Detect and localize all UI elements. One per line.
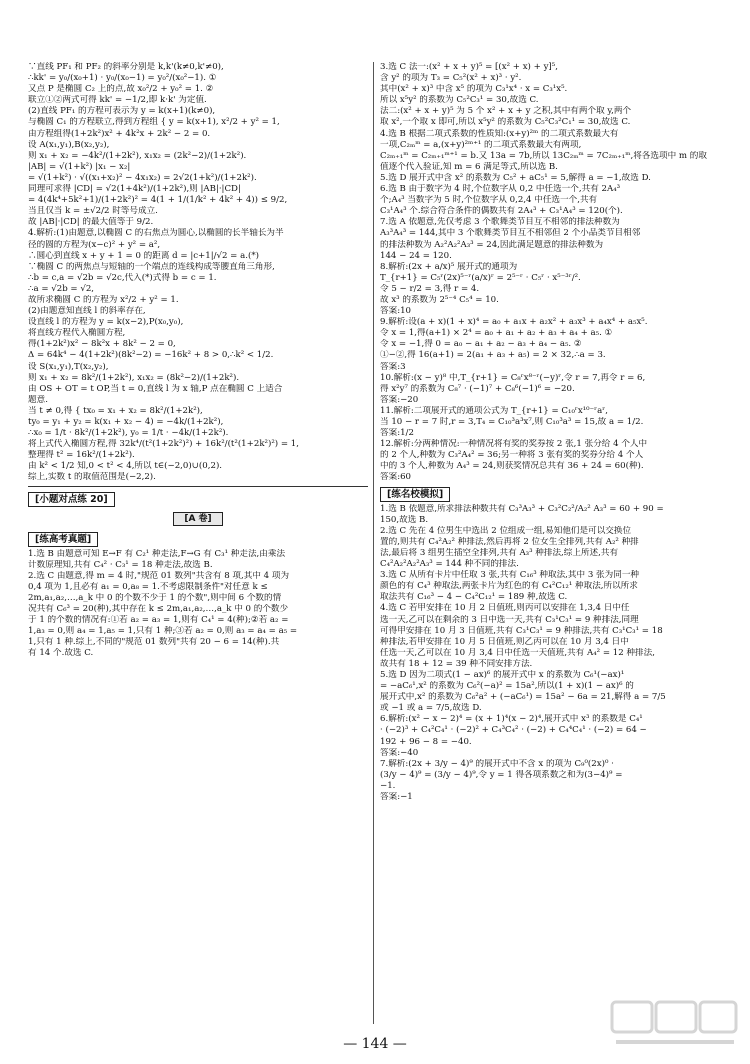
solution-line: 2.选 C 先在 4 位男生中选出 2 位组成一组,易知他们是可以交换位 <box>380 525 632 536</box>
solution-line: 任选一天,乙可以在 10 月 3,4 日中任选一天值班,共有 A₄² = 12 种排法, <box>380 647 655 658</box>
solution-line: 颜色的有 C₄³ 种取法,两张卡片为红色的有 C₄²C₁₂¹ 种取法,所以所求 <box>380 581 638 592</box>
solution-line: 答案:−20 <box>380 394 419 405</box>
solution-line: 0,4 项为 1,且必有 a₁ = 0,a₈ = 1.不考虑限制条件"对任意 k ≤ <box>28 581 268 592</box>
solution-line: 9.解析:设(a + x)(1 + x)⁴ = a₀ + a₁x + a₂x² + a₃x³ + a₄x⁴ + a₅x⁵. <box>380 317 648 328</box>
solution-line: |AB| = √(1+k²) |x₁ − x₂| <box>28 161 131 172</box>
solution-line: 得 x²y⁷ 的系数为 C₈⁷ · (−1)⁷ + C₈⁶(−1)⁶ = −20. <box>380 383 575 394</box>
solution-line: 将直线方程代入椭圆方程, <box>28 328 126 339</box>
solution-line: 10.解析:(x − y)⁸ 中,T_{r+1} = C₈ʳx⁸⁻ʳ(−y)ʳ,令 r = 7,再令 r = 6, <box>380 372 646 383</box>
solution-line: ∵直线 PF₁ 和 PF₂ 的斜率分别是 k,k'(k≠0,k'≠0), <box>28 62 224 72</box>
solution-line: 2.选 C 由题意,得 m = 4 时,"规范 01 数列"共含有 8 项,其中 4 项为 <box>28 570 290 581</box>
section-gaokao-title: [练高考真题] <box>28 532 98 547</box>
solution-line: ∴a = √2b = √2, <box>28 283 95 294</box>
solution-line: 1.选 B 由题意可知 E→F 有 C₂¹ 种走法,F→G 有 C₃¹ 种走法,由乘法 <box>28 548 286 559</box>
right-solution-lines <box>380 62 726 484</box>
solution-line: (2)由题意知直线 l 的斜率存在, <box>28 306 146 317</box>
solution-line: 令 x = 1,得(a+1) × 2⁴ = a₀ + a₁ + a₂ + a₃ + a₄ + a₅. ① <box>380 328 613 339</box>
solution-line: 4.选 C 若甲安排在 10 月 2 日值班,则丙可以安排在 1,3,4 日中任 <box>380 603 630 614</box>
solution-line: 联立①②两式可得 kk' = −1/2,即 k·k' 为定值. <box>28 95 207 106</box>
solution-line: C₃¹A₄³ 个.综合符合条件的偶数共有 2A₄³ + C₃¹A₄³ = 120(个). <box>380 206 623 217</box>
solution-line: 6.选 B 由于数字为 4 时,个位数字从 0,2 中任选一个,共有 2A₄³ <box>380 184 621 195</box>
solution-line: −1. <box>380 780 396 791</box>
solution-line: 法二:(x² + x + y)⁵ 为 5 个 x² + x + y 之积,其中有两个取 y,两个 <box>380 106 632 117</box>
solution-line: 3.选 C 从所有卡片中任取 3 张,共有 C₁₆³ 种取法,其中 3 张为同一种 <box>380 570 640 581</box>
solution-line: A₃³A₄³ = 144,其中 3 个歌舞类节目互不相邻但 2 个小品类节目相邻 <box>380 228 641 239</box>
page-number: — 144 — <box>343 1036 407 1052</box>
solution-line: 由 OS + OT = t OP,当 t = 0,直线 l 为 x 轴,P 点在椭圆 C 上适合 <box>28 383 283 394</box>
solution-line: = 4(4k⁴+5k²+1)/(1+2k²)² = 4(1 + 1/(1/k² + 4k² + 4)) ≤ 9/2, <box>28 195 288 206</box>
solution-line: 个;A₄³ 当数字为 5 时,个位数字从 0,2,4 中任选一个,共有 <box>380 195 598 206</box>
solution-line: 种排法,若甲安排在 10 月 5 日值班,则乙丙可以在 10 月 3,4 日中 <box>380 636 629 647</box>
solution-line: 径的圆的方程为(x−c)² + y² = a², <box>28 239 161 250</box>
solution-line: 答案:10 <box>380 306 412 317</box>
solution-line: 故 x³ 的系数为 2⁵⁻⁴ C₅⁴ = 10. <box>380 294 499 305</box>
solution-line: 答案:3 <box>380 361 406 372</box>
solution-line: 150,故选 B. <box>380 514 429 525</box>
solution-line: 置的,则共有 C₄²A₂² 种排法,然后再将 2 位女生全排列,共有 A₂² 种排 <box>380 536 639 547</box>
solution-line: 则 x₁ + x₂ = −4k²/(1+2k²), x₁x₂ = (2k²−2)/(1+2k²). <box>28 150 247 161</box>
solution-line: 可得甲安排在 10 月 3 日值班,共有 C₃¹C₃¹ = 9 种排法,共有 C₃¹C₃¹ = 18 <box>380 625 663 636</box>
solution-line: 计数原理知,共有 C₄² · C₃¹ = 18 种走法,故选 B. <box>28 559 213 570</box>
section-mock-title: [练名校模拟] <box>380 487 450 502</box>
solution-line: 答案:60 <box>380 472 412 483</box>
solution-line: 12.解析:分两种情况:一种情况将有奖的奖券按 2 张,1 张分给 4 个人中 <box>380 439 648 450</box>
watermark-logo <box>610 998 740 1054</box>
solution-line: 一项,C₂ₘᵐ = a,(x+y)²ᵐ⁺¹ 的二项式系数最大有两项, <box>380 139 582 150</box>
solution-line: 192 + 96 − 8 = −40. <box>380 736 472 747</box>
solution-line: 6.解析:(x² − x − 2)⁴ = (x + 1)⁴(x − 2)⁴,展开式中 x³ 的系数是 C₄¹ <box>380 714 643 725</box>
solution-line: 含 y² 的项为 T₃ = C₅²(x² + x)³ · y². <box>380 73 522 84</box>
solution-line: 的 2 个人,种数为 C₃²A₄² = 36;另一种将 3 张有奖的奖券分给 4 个人 <box>380 450 644 461</box>
solution-line: 整理得 t² = 16k²/(1+2k²). <box>28 450 135 461</box>
solution-line: 故共有 18 + 12 = 39 种不同安排方法. <box>380 658 533 669</box>
solution-line: ∴kk' = y₀/(x₀+1) · y₀/(x₀−1) = y₀²/(x₀²−1). ① <box>28 73 217 84</box>
solution-line: 2m,a₁,a₂,…,a_k 中 0 的个数不少于 1 的个数",则中间 6 个数的情 <box>28 592 282 603</box>
solution-line: 其中(x² + x)³ 中含 x⁵ 的项为 C₃¹x⁴ · x = C₃¹x⁵. <box>380 84 568 95</box>
section-rule <box>28 486 368 487</box>
solution-line: 答案:−40 <box>380 747 419 758</box>
solution-line: Δ = 64k⁴ − 4(1+2k²)(8k²−2) = −16k² + 8 > 0,∴k² < 1/2. <box>28 350 274 361</box>
solution-line: · (−2)³ + C₄²C₄¹ · (−2)² + C₄³C₄² · (−2) + C₄⁴C₄¹ · (−2) = 64 − <box>380 725 647 736</box>
right-column <box>380 62 726 1022</box>
solution-line: 况共有 C₆³ = 20(种),其中存在 k ≤ 2m,a₁,a₂,…,a_k 中 0 的个数少 <box>28 604 289 615</box>
solution-line: ∴x₀ = 1/t · 8k²/(1+2k²), y₀ = 1/t · −4k/(1+2k²). <box>28 428 229 439</box>
solution-line: ①−②,得 16(a+1) = 2(a₁ + a₃ + a₅) = 2 × 32,∴a = 3. <box>380 350 606 361</box>
left-tail-lines <box>28 549 368 660</box>
solution-line: ∵椭圆 C 的两焦点与短轴的一个端点的连线构成等腰直角三角形, <box>28 261 275 272</box>
solution-line: 中的 3 个人,种数为 A₄³ = 24,则获奖情况总共有 36 + 24 = 60(种). <box>380 461 644 472</box>
solution-line: 取 x²,一个取 x 即可,所以 x⁵y² 的系数为 C₅²C₃²C₁¹ = 30,故选 C. <box>380 117 631 128</box>
solution-line: 由方程组得(1+2k²)x² + 4k²x + 2k² − 2 = 0. <box>28 128 211 139</box>
solution-line: 7.选 A 依题意,先仅考虑 3 个歌舞类节目互不相邻的排法种数为 <box>380 217 620 228</box>
solution-line: 4.选 B 根据二项式系数的性质知:(x+y)²ᵐ 的二项式系数最大有 <box>380 128 619 139</box>
left-column <box>28 62 368 1022</box>
solution-line: 题意. <box>28 394 48 405</box>
solution-line: ∴b = c,a = √2b = √2c,代入(*)式得 b = c = 1. <box>28 272 217 283</box>
solution-line: 故 |AB|·|CD| 的最大值等于 9/2. <box>28 217 154 228</box>
solution-line: 有 14 个.故选 C. <box>28 648 94 659</box>
solution-line: 展开式中,x² 的系数为 C₆²a² + (−aC₆¹) = 15a² − 6a = 21,解得 a = 7/5 <box>380 692 666 703</box>
solution-line: 当且仅当 k = ±√2/2 时等号成立. <box>28 206 158 217</box>
solution-line: 得(1+2k²)x² − 8k²x + 8k² − 2 = 0, <box>28 339 176 350</box>
solution-line: 于 1 的个数的情况有:①若 a₂ = a₃ = 1,则有 C₄¹ = 4(种);②若 a₂ = <box>28 615 289 626</box>
solution-line: 将上式代入椭圆方程,得 32k⁴/(t²(1+2k²)²) + 16k²/(t²(1+2k²)²) = 1, <box>28 439 299 450</box>
solution-line: 由 k² < 1/2 知,0 < t² < 4,所以 t∈(−2,0)∪(0,2). <box>28 461 223 472</box>
solution-line: 值逐个代入验证,知 m = 6 满足等式,所以选 B. <box>380 161 558 172</box>
solution-line: 设 A(x₁,y₁),B(x₂,y₂), <box>28 139 110 150</box>
solution-line: 7.解析:(2x + 3/y − 4)⁹ 的展开式中不含 x 的项为 C₉⁰(2x)⁰ · <box>380 758 614 769</box>
solution-line: 则 x₁ + x₂ = 8k²/(1+2k²), x₁x₂ = (8k²−2)/(1+2k²). <box>28 372 240 383</box>
solution-line: 1,只有 1 种.综上,不同的"规范 01 数列"共有 20 − 6 = 14(种).共 <box>28 637 280 648</box>
solution-line: C₄²A₂²A₂²A₃³ = 144 种不同的排法. <box>380 559 519 570</box>
solution-line: 选一天,乙可以在剩余的 3 日中选一天,共有 C₃¹C₃¹ = 9 种排法,同理 <box>380 614 639 625</box>
volume-a-label: [A 卷] <box>173 512 222 526</box>
solution-line: 令 x = −1,得 0 = a₀ − a₁ + a₂ − a₃ + a₄ − a₅. ② <box>380 339 582 350</box>
solution-line: 3.选 C 法一:(x² + x + y)⁵ = [(x² + x) + y]⁵, <box>380 62 558 72</box>
solution-line: 或 −1 或 a = 7/5,故选 D. <box>380 703 482 714</box>
solution-line: 又点 P 是椭圆 C₂ 上的点,故 x₀²/2 + y₀² = 1. ② <box>28 84 214 95</box>
solution-line: 所以 x⁵y² 的系数为 C₅²C₃¹ = 30,故选 C. <box>380 95 539 106</box>
solution-line: 8.解析:(2x + a/x)⁵ 展开式的通项为 <box>380 261 518 272</box>
solution-line: T_{r+1} = C₅ʳ(2x)⁵⁻ʳ(a/x)ʳ = 2⁵⁻ʳ · C₅ʳ · x⁵⁻³ʳ/². <box>380 272 581 283</box>
solution-line: 1.选 B 依题意,所求排法种数共有 C₃³A₃³ + C₃²C₂²/A₂² A₃³ = 60 + 90 = <box>380 503 664 514</box>
solution-line: ∴圆心到直线 x + y + 1 = 0 的距离 d = |c+1|/√2 = a.(*) <box>28 250 259 261</box>
solution-line: 综上,实数 t 的取值范围是(−2,2). <box>28 472 156 483</box>
solution-line: 与椭圆 C₁ 的方程联立,得到方程组 { y = k(x+1), x²/2 + y² = 1, <box>28 117 280 128</box>
solution-line: 1,a₃ = 0,则 a₄ = 1,a₅ = 1,只有 1 种;③若 a₂ = 0,则 a₃ = a₄ = a₅ = <box>28 626 298 637</box>
solution-line: (2)直线 PF₁ 的方程可表示为 y = k(x+1)(k≠0), <box>28 106 216 117</box>
solution-line: 令 5 − r/2 = 3,得 r = 4. <box>380 283 480 294</box>
section-small-practice-title: [小题对点练 20] <box>28 492 115 507</box>
solution-line: ty₀ = y₁ + y₂ = k(x₁ + x₂ − 4) = −4k/(1+2k²), <box>28 417 224 427</box>
solution-line: 当 t ≠ 0,得 { tx₀ = x₁ + x₂ = 8k²/(1+2k²), <box>28 405 203 416</box>
solution-line: 设直线 l 的方程为 y = k(x−2),P(x₀,y₀), <box>28 317 184 328</box>
column-divider <box>373 62 374 1024</box>
solution-line: 故所求椭圆 C 的方程为 x²/2 + y² = 1. <box>28 294 179 305</box>
right-tail-lines <box>380 504 726 804</box>
solution-line: 5.选 D 因为二项式(1 − ax)⁶ 的展开式中 x 的系数为 C₆¹(−ax)¹ <box>380 669 625 680</box>
solution-line: (3/y − 4)⁹ = (3/y − 4)⁹,令 y = 1 得各项系数之和为(3−4)⁹ = <box>380 769 623 780</box>
left-solution-lines <box>28 62 368 484</box>
solution-line: = −aC₆¹,x² 的系数为 C₆²(−a)² = 15a²,所以(1 + x)(1 − ax)⁶ 的 <box>380 681 634 692</box>
solution-line: 的排法种数为 A₂²A₂²A₃³ = 24,因此满足题意的排法种数为 <box>380 239 604 250</box>
solution-line: 设 S(x₁,y₁),T(x₂,y₂), <box>28 361 109 372</box>
solution-line: 当 10 − r = 7 时,r = 3,T₄ = C₁₀³a³x⁷,则 C₁₀³a³ = 15,故 a = 1/2. <box>380 417 644 427</box>
solution-line: 同理可求得 |CD| = √2(1+4k²)/(1+2k²),则 |AB|·|CD| <box>28 184 241 195</box>
solution-line: 答案:−1 <box>380 792 413 802</box>
solution-line: 法,最后将 3 组男生插空全排列,共有 A₃³ 种排法,综上所述,共有 <box>380 547 619 558</box>
volume-a-tag <box>28 512 368 526</box>
solution-line: 答案:1/2 <box>380 428 414 439</box>
solution-line: 取法共有 C₁₆³ − 4 − C₄²C₁₂¹ = 189 种,故选 C. <box>380 592 568 603</box>
solution-line: 11.解析:二项展开式的通项公式为 T_{r+1} = C₁₀ʳx¹⁰⁻ʳaʳ, <box>380 405 608 416</box>
solution-line: C₂ₘ₊₁ᵐ = C₂ₘ₊₁ᵐ⁺¹ = b.又 13a = 7b,所以 13C₂ₘᵐ = 7C₂ₘ₊₁ᵐ,将各选项中 m 的取 <box>380 150 707 161</box>
solution-line: 4.解析:(1)由题意,以椭圆 C 的右焦点为圆心,以椭圆的长半轴长为半 <box>28 228 284 239</box>
solution-line: 5.选 D 展开式中含 x² 的系数为 C₅² + aC₅¹ = 5,解得 a = −1,故选 D. <box>380 172 651 183</box>
solution-line: 144 − 24 = 120. <box>380 250 452 261</box>
solution-line: = √(1+k²) · √((x₁+x₂)² − 4x₁x₂) = 2√2(1+k²)/(1+2k²). <box>28 172 257 183</box>
